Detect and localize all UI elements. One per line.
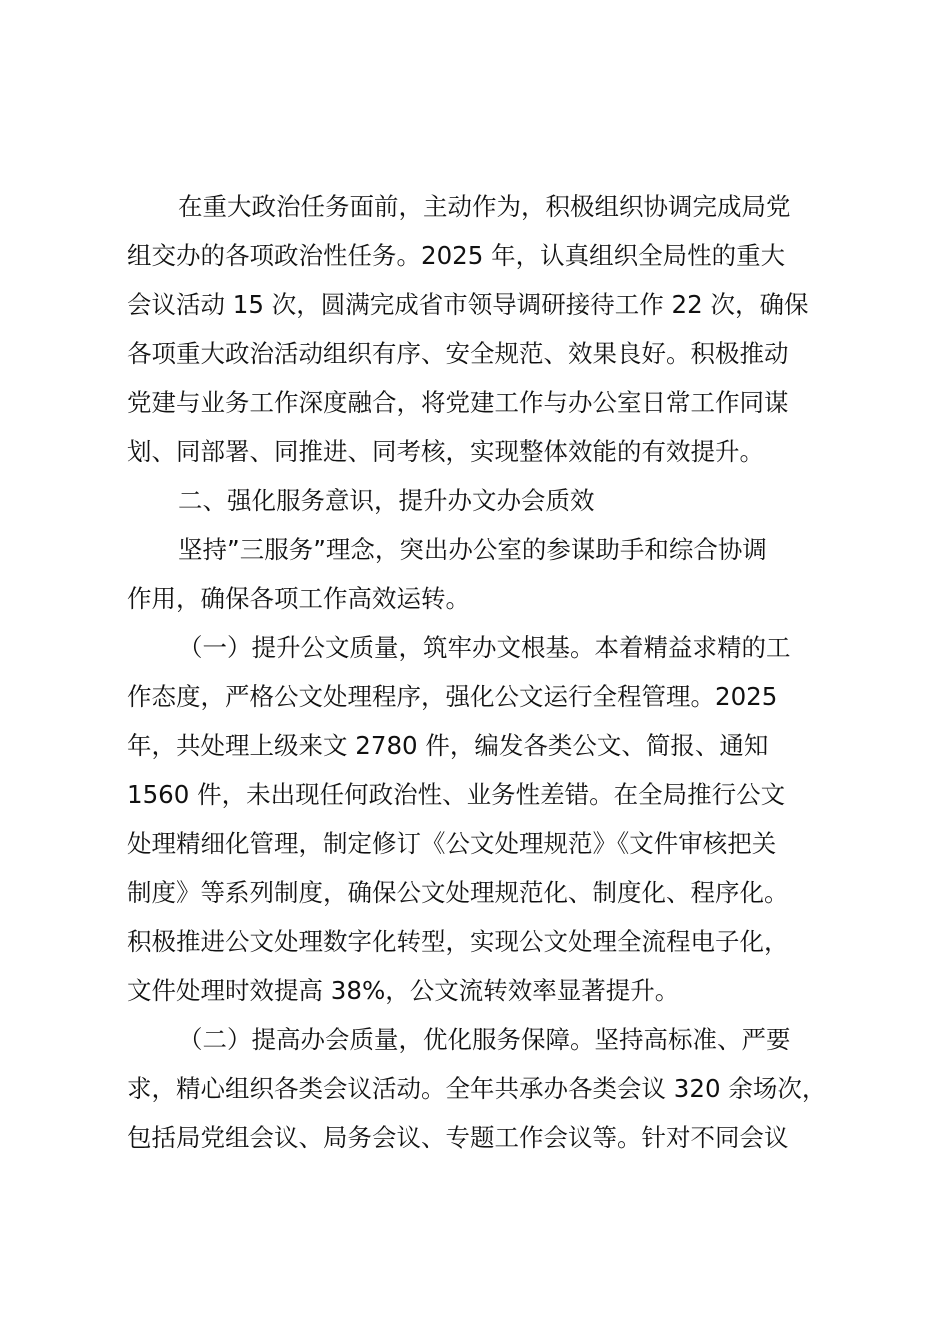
- paragraph-line: 制度》等系列制度，确保公文处理规范化、制度化、程序化。: [127, 878, 789, 907]
- paragraph-line: 文件处理时效提高 38%，公文流转效率显著提升。: [127, 976, 680, 1005]
- paragraph-line: 作用，确保各项工作高效运转。: [127, 584, 470, 613]
- paragraph-line: 包括局党组会议、局务会议、专题工作会议等。针对不同会议: [127, 1123, 789, 1152]
- paragraph-line: 积极推进公文处理数字化转型，实现公文处理全流程电子化，: [127, 927, 789, 956]
- paragraph-line: 划、同部署、同推进、同考核，实现整体效能的有效提升。: [127, 437, 764, 466]
- paragraph-line: 在重大政治任务面前，主动作为，积极组织协调完成局党: [178, 192, 791, 221]
- paragraph-line: 会议活动 15 次，圆满完成省市领导调研接待工作 22 次，确保: [127, 290, 809, 319]
- paragraph-line: 1560 件，未出现任何政治性、业务性差错。在全局推行公文: [127, 780, 786, 809]
- section-heading: 二、强化服务意识，提升办文办会质效: [178, 486, 595, 515]
- paragraph-line: 党建与业务工作深度融合，将党建工作与办公室日常工作同谋: [127, 388, 789, 417]
- paragraph-line: 年，共处理上级来文 2780 件，编发各类公文、简报、通知: [127, 731, 769, 760]
- paragraph-line: 组交办的各项政治性任务。2025 年，认真组织全局性的重大: [127, 241, 786, 270]
- document-body: [127, 182, 839, 1162]
- paragraph-line: 各项重大政治活动组织有序、安全规范、效果良好。积极推动: [127, 339, 789, 368]
- paragraph-line: 作态度，严格公文处理程序，强化公文运行全程管理。2025: [127, 682, 778, 711]
- paragraph-line: 求，精心组织各类会议活动。全年共承办各类会议 320 余场次，: [127, 1074, 827, 1103]
- paragraph-line: 坚持”三服务”理念，突出办公室的参谋助手和综合协调: [178, 535, 767, 564]
- paragraph-line: （一）提升公文质量，筑牢办文根基。本着精益求精的工: [178, 633, 791, 662]
- paragraph-line: 处理精细化管理，制定修订《公文处理规范》《文件审核把关: [127, 829, 777, 858]
- paragraph-line: （二）提高办会质量，优化服务保障。坚持高标准、严要: [178, 1025, 791, 1054]
